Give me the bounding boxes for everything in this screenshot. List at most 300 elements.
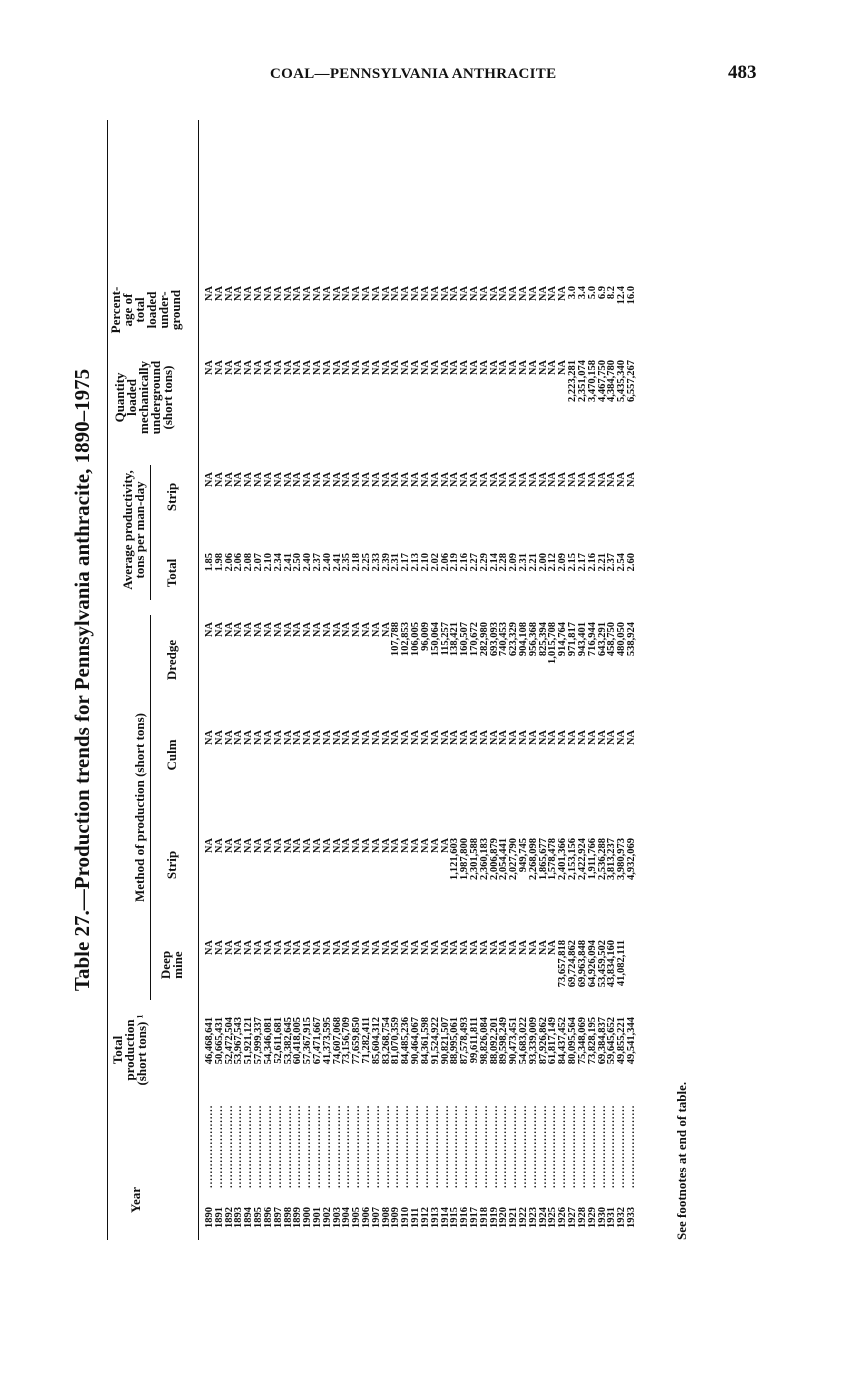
mechanical-loaded-cell: NA (204, 360, 215, 376)
culm-cell: NA (606, 730, 618, 746)
productivity-total-cell: 2.40 (302, 553, 314, 572)
productivity-strip-cell: NA (557, 472, 569, 488)
strip-cell: 1,987,800 (459, 838, 471, 880)
deep-mine-cell: NA (213, 940, 225, 956)
header-method-group: Method of production (short tons) (132, 713, 147, 902)
dredge-cell: 1,015,708 (547, 622, 559, 664)
strip-cell: 2,153,156 (567, 838, 579, 880)
productivity-total-cell: 2.41 (282, 553, 294, 572)
percent-underground-cell: NA (439, 286, 451, 302)
percent-underground-cell: NA (537, 286, 549, 302)
culm-cell: NA (223, 730, 235, 746)
productivity-strip-cell: NA (351, 472, 363, 488)
percent-underground-cell: NA (498, 286, 510, 302)
productivity-total-cell: 2.17 (400, 553, 412, 572)
productivity-total-cell: 2.06 (439, 553, 451, 572)
productivity-strip-cell: NA (380, 472, 392, 488)
year-cell: 1891 (213, 1207, 225, 1228)
strip-cell: NA (439, 838, 451, 854)
culm-cell: NA (262, 730, 274, 746)
strip-cell: 2,422,924 (576, 838, 588, 880)
total-production-cell: 49,855,221 (616, 1017, 628, 1065)
percent-underground-cell: NA (459, 286, 471, 302)
year-cell: 1904 (341, 1207, 353, 1228)
dredge-cell: NA (341, 622, 353, 638)
mechanical-loaded-cell: NA (243, 360, 255, 376)
leader-dots: ....................... (233, 1104, 245, 1188)
culm-cell: NA (351, 730, 363, 746)
mechanical-loaded-cell: NA (272, 360, 284, 376)
strip-cell: 2,006,879 (488, 838, 500, 880)
total-production-cell: 83,268,754 (380, 1017, 392, 1065)
productivity-strip-cell: NA (223, 472, 235, 488)
header-strip: Strip (164, 850, 179, 880)
productivity-strip-cell: NA (439, 472, 451, 488)
total-production-cell: 54,683,022 (518, 1017, 529, 1065)
deep-mine-cell: NA (449, 940, 461, 956)
leader-dots: ....................... (518, 1104, 529, 1188)
strip-cell: NA (204, 838, 215, 854)
mechanical-loaded-cell: NA (478, 360, 490, 376)
leader-dots: ....................... (223, 1104, 235, 1188)
deep-mine-cell: NA (331, 940, 343, 956)
deep-mine-cell: NA (547, 940, 559, 956)
productivity-total-cell: 2.09 (508, 553, 520, 572)
deep-mine-cell: 69,963,848 (576, 940, 588, 988)
total-production-cell: 49,541,344 (625, 1017, 637, 1065)
dredge-cell: 693,093 (488, 622, 500, 657)
year-cell: 1909 (390, 1207, 402, 1228)
table-row (627, 120, 637, 1240)
leader-dots: ....................... (204, 1104, 215, 1188)
mechanical-loaded-cell: NA (361, 360, 372, 376)
dredge-cell: 138,421 (449, 622, 461, 657)
productivity-strip-cell: NA (331, 472, 343, 488)
productivity-strip-cell: NA (233, 472, 245, 488)
productivity-total-cell: 2.08 (243, 553, 255, 572)
year-cell: 1902 (321, 1207, 333, 1228)
culm-cell: NA (625, 730, 637, 746)
productivity-total-cell: 2.35 (341, 553, 353, 572)
productivity-total-cell: 2.37 (311, 553, 323, 572)
year-cell: 1894 (243, 1207, 255, 1228)
strip-cell: 2,027,790 (508, 838, 520, 880)
productivity-strip-cell: NA (361, 472, 372, 488)
deep-mine-cell: NA (468, 940, 480, 956)
dredge-cell: 538,924 (625, 622, 637, 657)
productivity-total-cell: 2.06 (223, 553, 235, 572)
strip-cell: NA (282, 838, 294, 854)
total-production-cell: 46,468,641 (204, 1017, 215, 1065)
strip-cell: 1,578,478 (547, 838, 559, 880)
total-production-cell: 53,967,543 (233, 1017, 245, 1065)
culm-cell: NA (419, 730, 431, 746)
culm-cell: NA (616, 730, 628, 746)
deep-mine-cell: NA (429, 940, 441, 956)
total-production-cell: 51,921,121 (243, 1017, 255, 1065)
dredge-cell: NA (262, 622, 274, 638)
productivity-strip-cell: NA (292, 472, 304, 488)
deep-mine-cell: 64,926,094 (586, 940, 598, 988)
total-production-cell: 90,473,451 (508, 1017, 520, 1065)
culm-cell: NA (272, 730, 284, 746)
productivity-total-cell: 2.54 (616, 553, 628, 572)
deep-mine-cell: NA (321, 940, 333, 956)
dredge-cell: NA (233, 622, 245, 638)
header-culm: Culm (164, 739, 179, 771)
mechanical-loaded-cell: NA (419, 360, 431, 376)
total-production-cell: 84,361,598 (419, 1017, 431, 1065)
mechanical-loaded-cell: NA (223, 360, 235, 376)
year-cell: 1892 (223, 1207, 235, 1228)
strip-cell: NA (253, 838, 265, 854)
culm-cell: NA (302, 730, 314, 746)
deep-mine-cell: 43,834,160 (606, 940, 618, 988)
percent-underground-cell: NA (213, 286, 225, 302)
productivity-strip-cell: NA (302, 472, 314, 488)
total-production-cell: 59,645,652 (606, 1017, 618, 1065)
dredge-cell: 971,817 (567, 622, 579, 657)
percent-underground-cell: 3.0 (567, 286, 579, 300)
percent-underground-cell: NA (243, 286, 255, 302)
year-cell: 1926 (557, 1207, 569, 1228)
mechanical-loaded-cell: NA (439, 360, 451, 376)
leader-dots: ....................... (547, 1104, 559, 1188)
culm-cell: NA (253, 730, 265, 746)
year-cell: 1915 (449, 1207, 461, 1228)
culm-cell: NA (488, 730, 500, 746)
year-cell: 1922 (518, 1207, 529, 1228)
dredge-cell: NA (311, 622, 323, 638)
leader-dots: ....................... (429, 1104, 441, 1188)
mechanical-loaded-cell: 5,435,340 (616, 360, 628, 402)
method-group-rule (150, 615, 151, 1000)
culm-cell: NA (596, 730, 608, 746)
year-cell: 1925 (547, 1207, 559, 1228)
percent-underground-cell: 6.9 (596, 286, 608, 300)
dredge-cell: 96,009 (419, 622, 431, 651)
leader-dots: ....................... (606, 1104, 618, 1188)
dredge-cell: NA (321, 622, 333, 638)
productivity-total-cell: 2.10 (419, 553, 431, 572)
percent-underground-cell: 3.4 (576, 286, 588, 300)
year-cell: 1897 (272, 1207, 284, 1228)
dredge-cell: 150,064 (429, 622, 441, 657)
productivity-strip-cell: NA (606, 472, 618, 488)
total-production-cell: 60,418,005 (292, 1017, 304, 1065)
percent-underground-cell: 5.0 (586, 286, 598, 300)
strip-cell: 1,911,766 (586, 838, 598, 880)
productivity-strip-cell: NA (537, 472, 549, 488)
year-cell: 1912 (419, 1207, 431, 1228)
leader-dots: ....................... (253, 1104, 265, 1188)
leader-dots: ....................... (331, 1104, 343, 1188)
culm-cell: NA (537, 730, 549, 746)
total-production-cell: 84,437,452 (557, 1017, 569, 1065)
total-production-cell: 75,348,069 (576, 1017, 588, 1065)
total-production-cell: 53,382,645 (282, 1017, 294, 1065)
productivity-total-cell: 2.16 (586, 553, 598, 572)
total-production-cell: 80,095,564 (567, 1017, 579, 1065)
deep-mine-cell: NA (527, 940, 539, 956)
deep-mine-cell: NA (233, 940, 245, 956)
percent-underground-cell: NA (282, 286, 294, 302)
culm-cell: NA (213, 730, 225, 746)
strip-cell: NA (410, 838, 422, 854)
productivity-total-cell: 2.19 (449, 553, 461, 572)
percent-underground-cell: 16.0 (625, 286, 637, 305)
total-production-cell: 57,999,337 (253, 1017, 265, 1065)
header-dredge: Dredge (164, 639, 179, 681)
page-number: 483 (728, 62, 757, 83)
leader-dots: ....................... (498, 1104, 510, 1188)
percent-underground-cell: NA (253, 286, 265, 302)
total-production-cell: 81,070,359 (390, 1017, 402, 1065)
mechanical-loaded-cell: NA (508, 360, 520, 376)
year-cell: 1903 (331, 1207, 343, 1228)
productivity-total-cell: 2.27 (468, 553, 480, 572)
productivity-total-cell: 1.98 (213, 553, 225, 572)
productivity-strip-cell: NA (321, 472, 333, 488)
leader-dots: ....................... (272, 1104, 284, 1188)
deep-mine-cell: NA (380, 940, 392, 956)
mechanical-loaded-cell: NA (262, 360, 274, 376)
dredge-cell: 740,453 (498, 622, 510, 657)
year-cell: 1913 (429, 1207, 441, 1228)
strip-cell: 949,745 (518, 838, 529, 873)
strip-cell: NA (429, 838, 441, 854)
total-production-cell: 71,282,411 (361, 1017, 372, 1064)
dredge-cell: 160,507 (459, 622, 471, 657)
strip-cell: NA (400, 838, 412, 854)
strip-cell: 1,121,603 (449, 838, 461, 880)
mechanical-loaded-cell: 3,470,158 (586, 360, 598, 402)
dredge-cell: NA (282, 622, 294, 638)
productivity-total-cell: 2.39 (380, 553, 392, 572)
strip-cell: 2,401,366 (557, 838, 569, 880)
leader-dots: ....................... (390, 1104, 402, 1188)
productivity-strip-cell: NA (311, 472, 323, 488)
year-cell: 1920 (498, 1207, 510, 1228)
leader-dots: ....................... (586, 1104, 598, 1188)
productivity-total-cell: 2.29 (478, 553, 490, 572)
deep-mine-cell: NA (419, 940, 431, 956)
percent-underground-cell: NA (419, 286, 431, 302)
dredge-cell: 956,368 (527, 622, 539, 657)
productivity-strip-cell: NA (468, 472, 480, 488)
productivity-total-cell: 2.13 (410, 553, 422, 572)
year-cell: 1896 (262, 1207, 274, 1228)
strip-cell: 2,301,588 (468, 838, 480, 880)
strip-cell: NA (341, 838, 353, 854)
productivity-strip-cell: NA (478, 472, 490, 488)
year-cell: 1929 (586, 1207, 598, 1228)
strip-cell: NA (311, 838, 323, 854)
deep-mine-cell: NA (204, 940, 215, 956)
mechanical-loaded-cell: NA (390, 360, 402, 376)
productivity-strip-cell: NA (253, 472, 265, 488)
culm-cell: NA (459, 730, 471, 746)
culm-cell: NA (478, 730, 490, 746)
productivity-strip-cell: NA (204, 472, 215, 488)
year-cell: 1930 (596, 1207, 608, 1228)
productivity-total-cell: 2.28 (498, 553, 510, 572)
deep-mine-cell: NA (282, 940, 294, 956)
percent-underground-cell: NA (331, 286, 343, 302)
header-bottom-rule (198, 120, 199, 1240)
percent-underground-cell: NA (351, 286, 363, 302)
productivity-total-cell: 2.07 (253, 553, 265, 572)
percent-underground-cell: NA (400, 286, 412, 302)
dredge-cell: NA (272, 622, 284, 638)
total-production-cell: 54,346,081 (262, 1017, 274, 1065)
percent-underground-cell: NA (272, 286, 284, 302)
productivity-total-cell: 1.85 (204, 553, 215, 572)
dredge-cell: 623,329 (508, 622, 520, 657)
leader-dots: ....................... (341, 1104, 353, 1188)
deep-mine-cell: NA (459, 940, 471, 956)
dredge-cell: NA (213, 622, 225, 638)
mechanical-loaded-cell: NA (459, 360, 471, 376)
leader-dots: ....................... (478, 1104, 490, 1188)
percent-underground-cell: NA (478, 286, 490, 302)
leader-dots: ....................... (351, 1104, 363, 1188)
year-cell: 1908 (380, 1207, 392, 1228)
total-production-cell: 85,604,312 (370, 1017, 382, 1065)
mechanical-loaded-cell: 4,384,780 (606, 360, 618, 402)
culm-cell: NA (341, 730, 353, 746)
dredge-cell: NA (370, 622, 382, 638)
deep-mine-cell: NA (370, 940, 382, 956)
year-cell: 1893 (233, 1207, 245, 1228)
table-body (205, 120, 637, 1240)
percent-underground-cell: NA (547, 286, 559, 302)
percent-underground-cell: NA (292, 286, 304, 302)
productivity-strip-cell: NA (262, 472, 274, 488)
leader-dots: ....................... (321, 1104, 333, 1188)
deep-mine-cell: NA (341, 940, 353, 956)
mechanical-loaded-cell: NA (370, 360, 382, 376)
productivity-strip-cell: NA (576, 472, 588, 488)
dredge-cell: 716,944 (586, 622, 598, 657)
percent-underground-cell: NA (390, 286, 402, 302)
leader-dots: ....................... (527, 1104, 539, 1188)
year-cell: 1901 (311, 1207, 323, 1228)
culm-cell: NA (410, 730, 422, 746)
productivity-total-cell: 2.40 (321, 553, 333, 572)
strip-cell: 2,536,288 (596, 838, 608, 880)
deep-mine-cell: NA (292, 940, 304, 956)
total-production-cell: 87,578,493 (459, 1017, 471, 1065)
percent-underground-cell: NA (380, 286, 392, 302)
leader-dots: ....................... (508, 1104, 520, 1188)
percent-underground-cell: NA (361, 286, 372, 302)
deep-mine-cell: NA (272, 940, 284, 956)
productivity-strip-cell: NA (596, 472, 608, 488)
percent-underground-cell: NA (488, 286, 500, 302)
total-production-cell: 88,995,061 (449, 1017, 461, 1065)
total-production-cell: 74,607,068 (331, 1017, 343, 1065)
percent-underground-cell: NA (410, 286, 422, 302)
strip-cell: NA (351, 838, 363, 854)
culm-cell: NA (498, 730, 510, 746)
productivity-total-cell: 2.21 (596, 553, 608, 572)
percent-underground-cell: NA (429, 286, 441, 302)
dredge-cell: NA (302, 622, 314, 638)
leader-dots: ....................... (449, 1104, 461, 1188)
dredge-cell: 914,764 (557, 622, 569, 657)
culm-cell: NA (518, 730, 529, 746)
deep-mine-cell: NA (253, 940, 265, 956)
mechanical-loaded-cell: NA (321, 360, 333, 376)
year-cell: 1900 (302, 1207, 314, 1228)
productivity-strip-cell: NA (400, 472, 412, 488)
strip-cell: 4,932,069 (625, 838, 637, 880)
productivity-strip-cell: NA (272, 472, 284, 488)
leader-dots: ....................... (282, 1104, 294, 1188)
culm-cell: NA (292, 730, 304, 746)
header-mechanical: Quantity loaded mechanically underground (short tons) (112, 360, 175, 435)
deep-mine-cell: NA (223, 940, 235, 956)
year-cell: 1927 (567, 1207, 579, 1228)
mechanical-loaded-cell: 2,223,281 (567, 360, 579, 402)
year-cell: 1899 (292, 1207, 304, 1228)
deep-mine-cell: NA (498, 940, 510, 956)
productivity-total-cell: 2.31 (390, 553, 402, 572)
deep-mine-cell: 41,082,111 (616, 940, 628, 987)
dredge-cell: 643,291 (596, 622, 608, 657)
productivity-strip-cell: NA (586, 472, 598, 488)
productivity-strip-cell: NA (243, 472, 255, 488)
dredge-cell: NA (380, 622, 392, 638)
leader-dots: ....................... (410, 1104, 422, 1188)
year-cell: 1918 (478, 1207, 490, 1228)
culm-cell: NA (390, 730, 402, 746)
productivity-strip-cell: NA (567, 472, 579, 488)
dredge-cell: 282,980 (478, 622, 490, 657)
culm-cell: NA (557, 730, 569, 746)
productivity-strip-cell: NA (527, 472, 539, 488)
percent-underground-cell: NA (527, 286, 539, 302)
year-cell: 1919 (488, 1207, 500, 1228)
year-cell: 1932 (616, 1207, 628, 1228)
strip-cell: NA (223, 838, 235, 854)
table-caption: Table 27.—Production trends for Pennsylvania anthracite, 1890–1975 (70, 368, 94, 992)
productivity-total-cell: 2.33 (370, 553, 382, 572)
mechanical-loaded-cell: NA (518, 360, 529, 376)
deep-mine-cell: NA (243, 940, 255, 956)
year-cell: 1933 (625, 1207, 637, 1228)
productivity-total-cell: 2.09 (557, 553, 569, 572)
total-production-cell: 88,092,201 (488, 1017, 500, 1065)
productivity-strip-cell: NA (518, 472, 529, 488)
productivity-strip-cell: NA (616, 472, 628, 488)
year-cell: 1923 (527, 1207, 539, 1228)
culm-cell: NA (547, 730, 559, 746)
culm-cell: NA (243, 730, 255, 746)
strip-cell: NA (331, 838, 343, 854)
year-cell: 1905 (351, 1207, 363, 1228)
year-cell: 1914 (439, 1207, 451, 1228)
deep-mine-cell: NA (390, 940, 402, 956)
header-total-production: Total production (short tons) ¹ (110, 1014, 149, 1086)
culm-cell: NA (449, 730, 461, 746)
table-footnote: See footnotes at end of table. (674, 1081, 689, 1240)
productivity-total-cell: 2.02 (429, 553, 441, 572)
leader-dots: ....................... (459, 1104, 471, 1188)
leader-dots: ....................... (292, 1104, 304, 1188)
total-production-cell: 90,821,507 (439, 1017, 451, 1065)
